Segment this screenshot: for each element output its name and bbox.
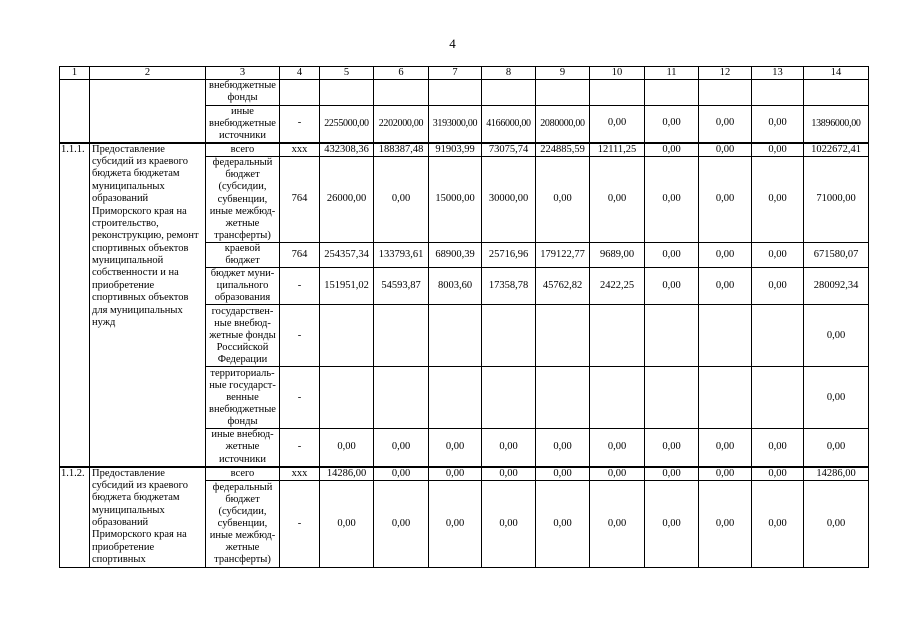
value-cell: 0,00 [320,481,374,568]
funding-source: всего [206,467,280,481]
value-cell: 2080000,00 [536,105,590,143]
header-cell: 13 [752,67,804,80]
value-cell: 224885,59 [536,143,590,157]
value-cell: 0,00 [590,429,645,467]
code-cell: - [280,429,320,467]
value-cell [645,367,699,429]
value-cell: 0,00 [752,157,804,243]
value-cell [645,305,699,367]
value-cell: 0,00 [699,467,752,481]
value-cell: 0,00 [429,429,482,467]
value-cell [699,305,752,367]
value-cell [320,367,374,429]
item-name: Предоставление субсидий из краевого бюджета бюджетам муниципальных образований Приморского края на строительство, реконструкцию, ремонт спортивных объектов муниципальной собственности и на приобретение спортивных объектов для муниципальных нужд [90,143,206,467]
header-cell: 6 [374,67,429,80]
value-cell [482,305,536,367]
value-cell: 14286,00 [320,467,374,481]
table-row [60,143,869,157]
code-cell: - [280,367,320,429]
value-cell: 26000,00 [320,157,374,243]
value-cell [804,80,869,105]
value-cell: 0,00 [752,143,804,157]
value-cell: 2255000,00 [320,105,374,143]
value-cell: 0,00 [752,105,804,143]
value-cell: 0,00 [536,429,590,467]
code-cell: ххх [280,467,320,481]
header-row [60,67,869,80]
value-cell: 671580,07 [804,243,869,268]
value-cell: 151951,02 [320,268,374,305]
value-cell: 25716,96 [482,243,536,268]
code-cell: 764 [280,243,320,268]
value-cell: 188387,48 [374,143,429,157]
code-cell [280,80,320,105]
value-cell: 0,00 [536,467,590,481]
value-cell [699,80,752,105]
code-cell: - [280,105,320,143]
value-cell: 0,00 [374,157,429,243]
item-number: 1.1.1. [60,143,90,467]
table-row [60,467,869,481]
item-name: Предоставление субсидий из краевого бюджета бюджетам муниципальных образований Приморского края на приобретение спортивных [90,467,206,568]
value-cell: 14286,00 [804,467,869,481]
value-cell: 0,00 [645,143,699,157]
value-cell [590,80,645,105]
value-cell: 0,00 [699,268,752,305]
value-cell: 0,00 [536,481,590,568]
value-cell: 0,00 [752,481,804,568]
page-number: 4 [449,36,456,51]
value-cell: 0,00 [482,429,536,467]
value-cell: 0,00 [645,157,699,243]
header-cell: 11 [645,67,699,80]
value-cell [536,80,590,105]
header-cell: 9 [536,67,590,80]
header-cell: 7 [429,67,482,80]
table-row [60,80,869,105]
value-cell [374,80,429,105]
header-cell: 4 [280,67,320,80]
funding-source: бюджет муни-ципального образования [206,268,280,305]
value-cell: 0,00 [374,481,429,568]
header-cell: 8 [482,67,536,80]
value-cell: 0,00 [429,481,482,568]
funding-source: внебюджетные фонды [206,80,280,105]
header-cell: 5 [320,67,374,80]
empty-num-cell [60,80,90,143]
value-cell: 0,00 [590,467,645,481]
value-cell: 0,00 [699,243,752,268]
header-cell: 1 [60,67,90,80]
header-cell: 14 [804,67,869,80]
header-cell: 12 [699,67,752,80]
value-cell [590,305,645,367]
value-cell: 254357,34 [320,243,374,268]
value-cell: 73075,74 [482,143,536,157]
value-cell: 179122,77 [536,243,590,268]
value-cell: 0,00 [645,481,699,568]
value-cell [752,367,804,429]
value-cell [429,305,482,367]
value-cell [429,367,482,429]
value-cell: 0,00 [804,305,869,367]
code-cell: - [280,305,320,367]
value-cell: 45762,82 [536,268,590,305]
value-cell: 133793,61 [374,243,429,268]
header-cell: 10 [590,67,645,80]
value-cell [374,367,429,429]
value-cell: 0,00 [482,467,536,481]
value-cell: 432308,36 [320,143,374,157]
value-cell [699,367,752,429]
value-cell: 0,00 [645,429,699,467]
value-cell: 0,00 [699,481,752,568]
value-cell: 1022672,41 [804,143,869,157]
value-cell [320,305,374,367]
value-cell: 0,00 [590,105,645,143]
funding-source: иные внебюд-жетные источники [206,429,280,467]
value-cell: 0,00 [590,157,645,243]
value-cell: 0,00 [536,157,590,243]
value-cell: 0,00 [645,105,699,143]
funding-source: всего [206,143,280,157]
value-cell: 30000,00 [482,157,536,243]
value-cell: 0,00 [699,157,752,243]
funding-source: краевой бюджет [206,243,280,268]
value-cell: 0,00 [590,481,645,568]
item-number: 1.1.2. [60,467,90,568]
value-cell: 0,00 [429,467,482,481]
code-cell: ххх [280,143,320,157]
value-cell: 15000,00 [429,157,482,243]
value-cell: 0,00 [645,243,699,268]
value-cell: 2202000,00 [374,105,429,143]
empty-name-cell [90,80,206,143]
value-cell: 0,00 [645,268,699,305]
value-cell: 0,00 [699,143,752,157]
value-cell [536,305,590,367]
value-cell: 0,00 [482,481,536,568]
header-cell: 3 [206,67,280,80]
value-cell [645,80,699,105]
value-cell [482,80,536,105]
value-cell: 0,00 [699,429,752,467]
value-cell: 91903,99 [429,143,482,157]
value-cell: 0,00 [752,467,804,481]
budget-table [59,66,869,568]
value-cell: 68900,39 [429,243,482,268]
value-cell: 13896000,00 [804,105,869,143]
value-cell: 9689,00 [590,243,645,268]
value-cell: 12111,25 [590,143,645,157]
code-cell: 764 [280,157,320,243]
value-cell: 0,00 [374,429,429,467]
value-cell [752,305,804,367]
code-cell: - [280,268,320,305]
value-cell: 0,00 [752,243,804,268]
value-cell: 280092,34 [804,268,869,305]
value-cell: 0,00 [320,429,374,467]
value-cell: 2422,25 [590,268,645,305]
value-cell: 4166000,00 [482,105,536,143]
value-cell [482,367,536,429]
value-cell: 8003,60 [429,268,482,305]
funding-source: государствен-ные внебюд-жетные фонды Российской Федерации [206,305,280,367]
value-cell: 0,00 [804,367,869,429]
value-cell: 0,00 [804,481,869,568]
value-cell: 71000,00 [804,157,869,243]
value-cell: 0,00 [752,268,804,305]
value-cell: 54593,87 [374,268,429,305]
value-cell: 0,00 [645,467,699,481]
header-cell: 2 [90,67,206,80]
value-cell: 0,00 [752,429,804,467]
value-cell: 0,00 [804,429,869,467]
funding-source: федеральный бюджет (субсидии, субвенции, иные межбюд-жетные трансферты) [206,481,280,568]
funding-source: территориаль-ные государст-венные внебюджетные фонды [206,367,280,429]
funding-source: федеральный бюджет (субсидии, субвенции, иные межбюд-жетные трансферты) [206,157,280,243]
value-cell [374,305,429,367]
value-cell [320,80,374,105]
funding-source: иные внебюджетные источники [206,105,280,143]
value-cell [590,367,645,429]
value-cell [429,80,482,105]
value-cell [536,367,590,429]
value-cell: 0,00 [699,105,752,143]
value-cell [752,80,804,105]
value-cell: 3193000,00 [429,105,482,143]
code-cell: - [280,481,320,568]
value-cell: 17358,78 [482,268,536,305]
value-cell: 0,00 [374,467,429,481]
